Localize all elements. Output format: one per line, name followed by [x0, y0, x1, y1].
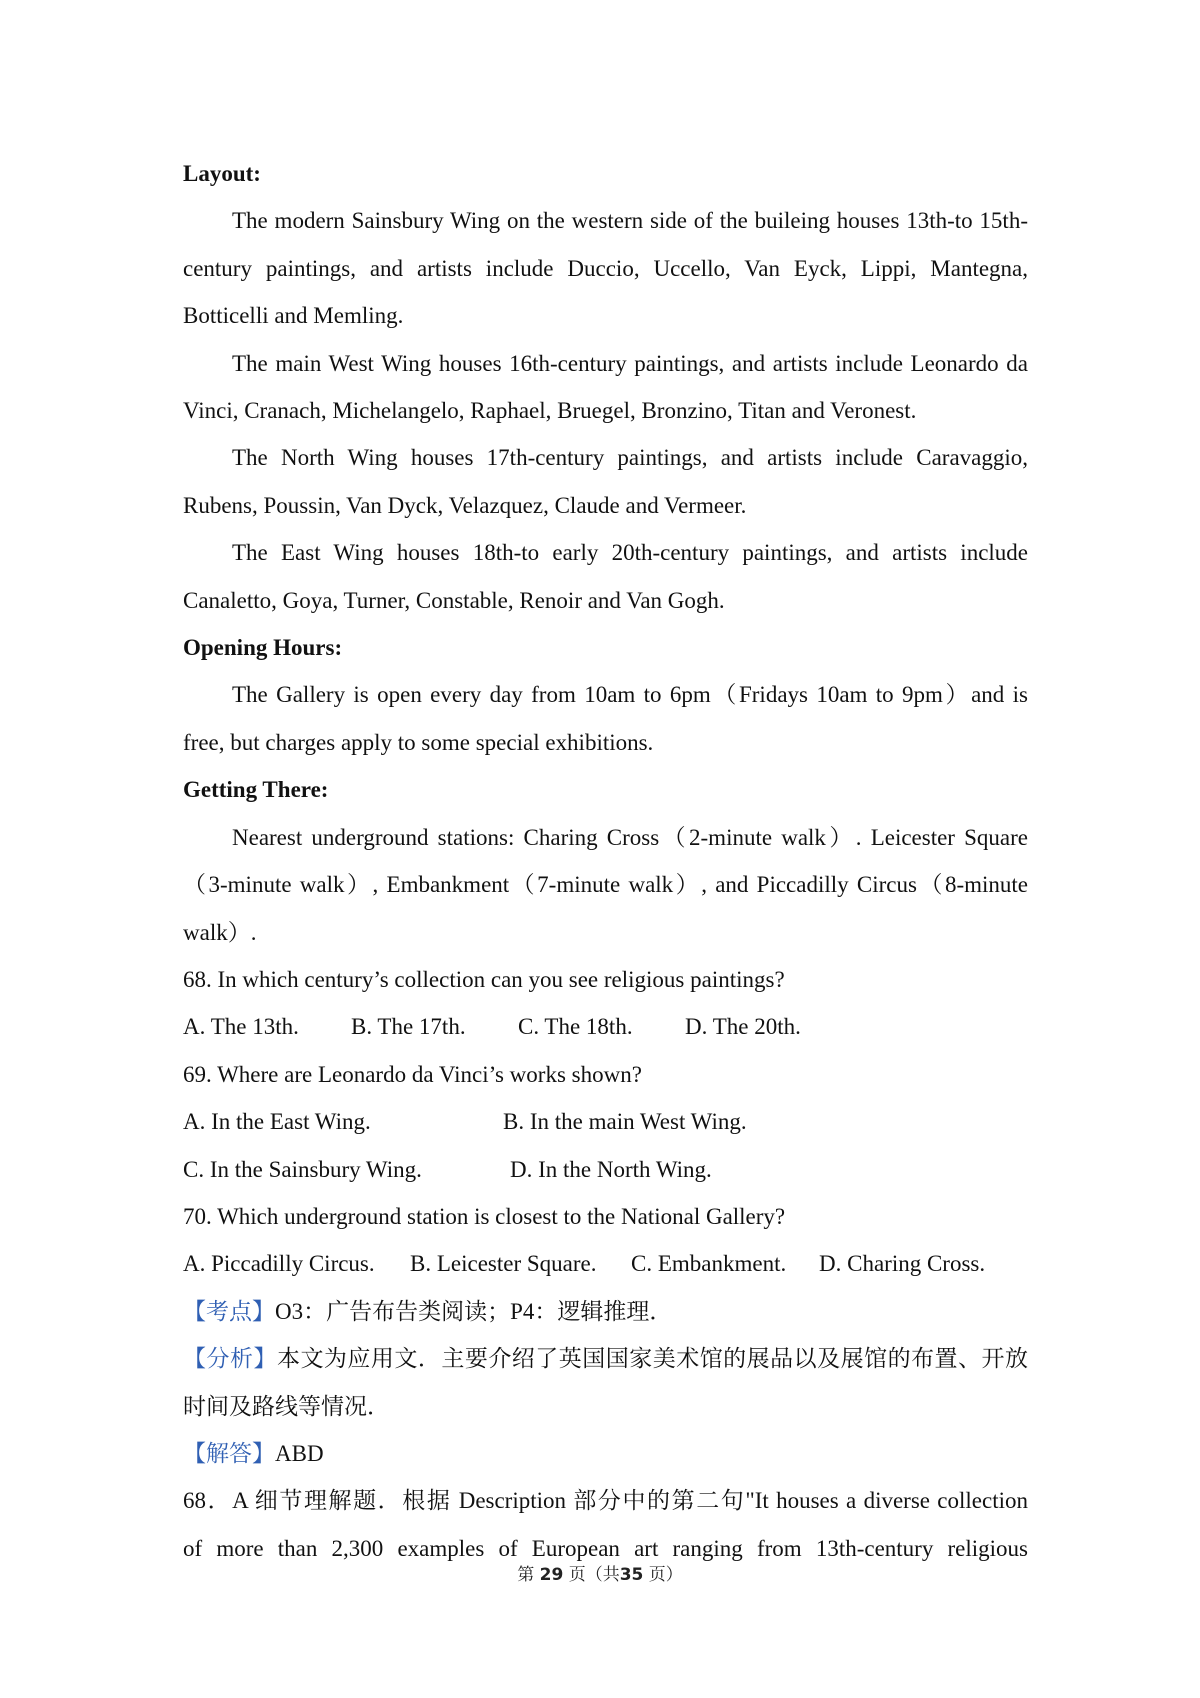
question-70-option-d: D. Charing Cross. [819, 1251, 986, 1277]
question-68-option-d: D. The 20th. [685, 1014, 801, 1040]
opening-hours-heading: Opening Hours: [183, 635, 343, 661]
footer-suffix: 页） [648, 1565, 683, 1585]
fenxi-line [183, 1335, 1028, 1430]
question-68-options [183, 1003, 1028, 1050]
page-footer [0, 1560, 1200, 1585]
question-70-stem: 70. Which underground station is closest to the National Gallery? [183, 1203, 786, 1229]
question-69-option-a: A. In the East Wing. [183, 1109, 371, 1135]
fenxi-text: 本文为应用文．主要介绍了英国国家美术馆的展品以及展馆的布置、开放时间及路线等情况． [183, 1346, 1029, 1419]
layout-paragraph-east-wing: The East Wing houses 18th-to early 20th-century paintings, and artists include Canaletto, Goya, Turner, Constable, Renoir and Van Gogh. [183, 540, 1028, 613]
question-70-option-c: C. Embankment. [631, 1251, 787, 1277]
question-69-stem: 69. Where are Leonardo da Vinci’s works shown? [183, 1061, 642, 1087]
question-68-option-b: B. The 17th. [351, 1014, 466, 1040]
question-69-option-c: C. In the Sainsbury Wing. [183, 1156, 422, 1182]
question-69-option-b: B. In the main West Wing. [503, 1109, 747, 1135]
question-68-option-a: A. The 13th. [183, 1014, 299, 1040]
kaodian-tag: 【考点】 [183, 1298, 275, 1324]
jieda-text: ABD [275, 1440, 324, 1466]
question-70-options [183, 1240, 1028, 1287]
kaodian-text: O3：广告布告类阅读；P4：逻辑推理． [275, 1298, 673, 1324]
question-68-option-c: C. The 18th. [518, 1014, 633, 1040]
document-page [183, 150, 1028, 1572]
footer-page-number: 29 [539, 1565, 564, 1585]
footer-total-pages: 35 [619, 1565, 644, 1585]
question-70-option-a: A. Piccadilly Circus. [183, 1251, 375, 1277]
question-68-stem: 68. In which century’s collection can you see religious paintings? [183, 966, 785, 992]
layout-paragraph-west-wing: The main West Wing houses 16th-century paintings, and artists include Leonardo da Vinci, Cranach, Michelangelo, Raphael, Bruegel, Bronzino, Titan and Veronest. [183, 350, 1028, 424]
jieda-tag: 【解答】 [183, 1440, 275, 1466]
footer-middle: 页（共 [568, 1565, 620, 1585]
layout-paragraph-north-wing: The North Wing houses 17th-century paintings, and artists include Caravaggio, Rubens, Poussin, Van Dyck, Velazquez, Claude and Vermeer. [183, 445, 1028, 518]
jieda-line [183, 1430, 1028, 1477]
layout-heading: Layout: [183, 161, 261, 186]
getting-there-text: Nearest underground stations: Charing Cross（2-minute walk）. Leicester Square（3-minute walk）, Embankment（7-minute walk）, and Piccadilly Circus（8-minute walk）. [183, 824, 1028, 945]
question-69-options-row1 [183, 1098, 1028, 1145]
opening-hours-text: The Gallery is open every day from 10am to 6pm（Fridays 10am to 9pm）and is free, but charges apply to some special exhibitions. [183, 682, 1028, 755]
question-69-options-row2 [183, 1146, 1028, 1193]
question-70-option-b: B. Leicester Square. [410, 1251, 597, 1277]
getting-there-heading: Getting There: [183, 777, 329, 803]
layout-paragraph-sainsbury: The modern Sainsbury Wing on the western side of the buileing houses 13th-to 15th-century paintings, and artists include Duccio, Uccello, Van Eyck, Lippi, Mantegna, Botticelli and Memling. [183, 208, 1028, 329]
detail-68-line2: of more than 2,300 examples of European art ranging from 13th-century religious [183, 1535, 1028, 1561]
footer-prefix: 第 [517, 1565, 535, 1585]
fenxi-tag: 【分析】 [183, 1346, 277, 1372]
question-69-option-d: D. In the North Wing. [510, 1156, 712, 1182]
kaodian-line [183, 1288, 1028, 1335]
detail-68-line1: 68．A 细节理解题．根据 Description 部分中的第二句"It houses a diverse collection [183, 1488, 1028, 1514]
